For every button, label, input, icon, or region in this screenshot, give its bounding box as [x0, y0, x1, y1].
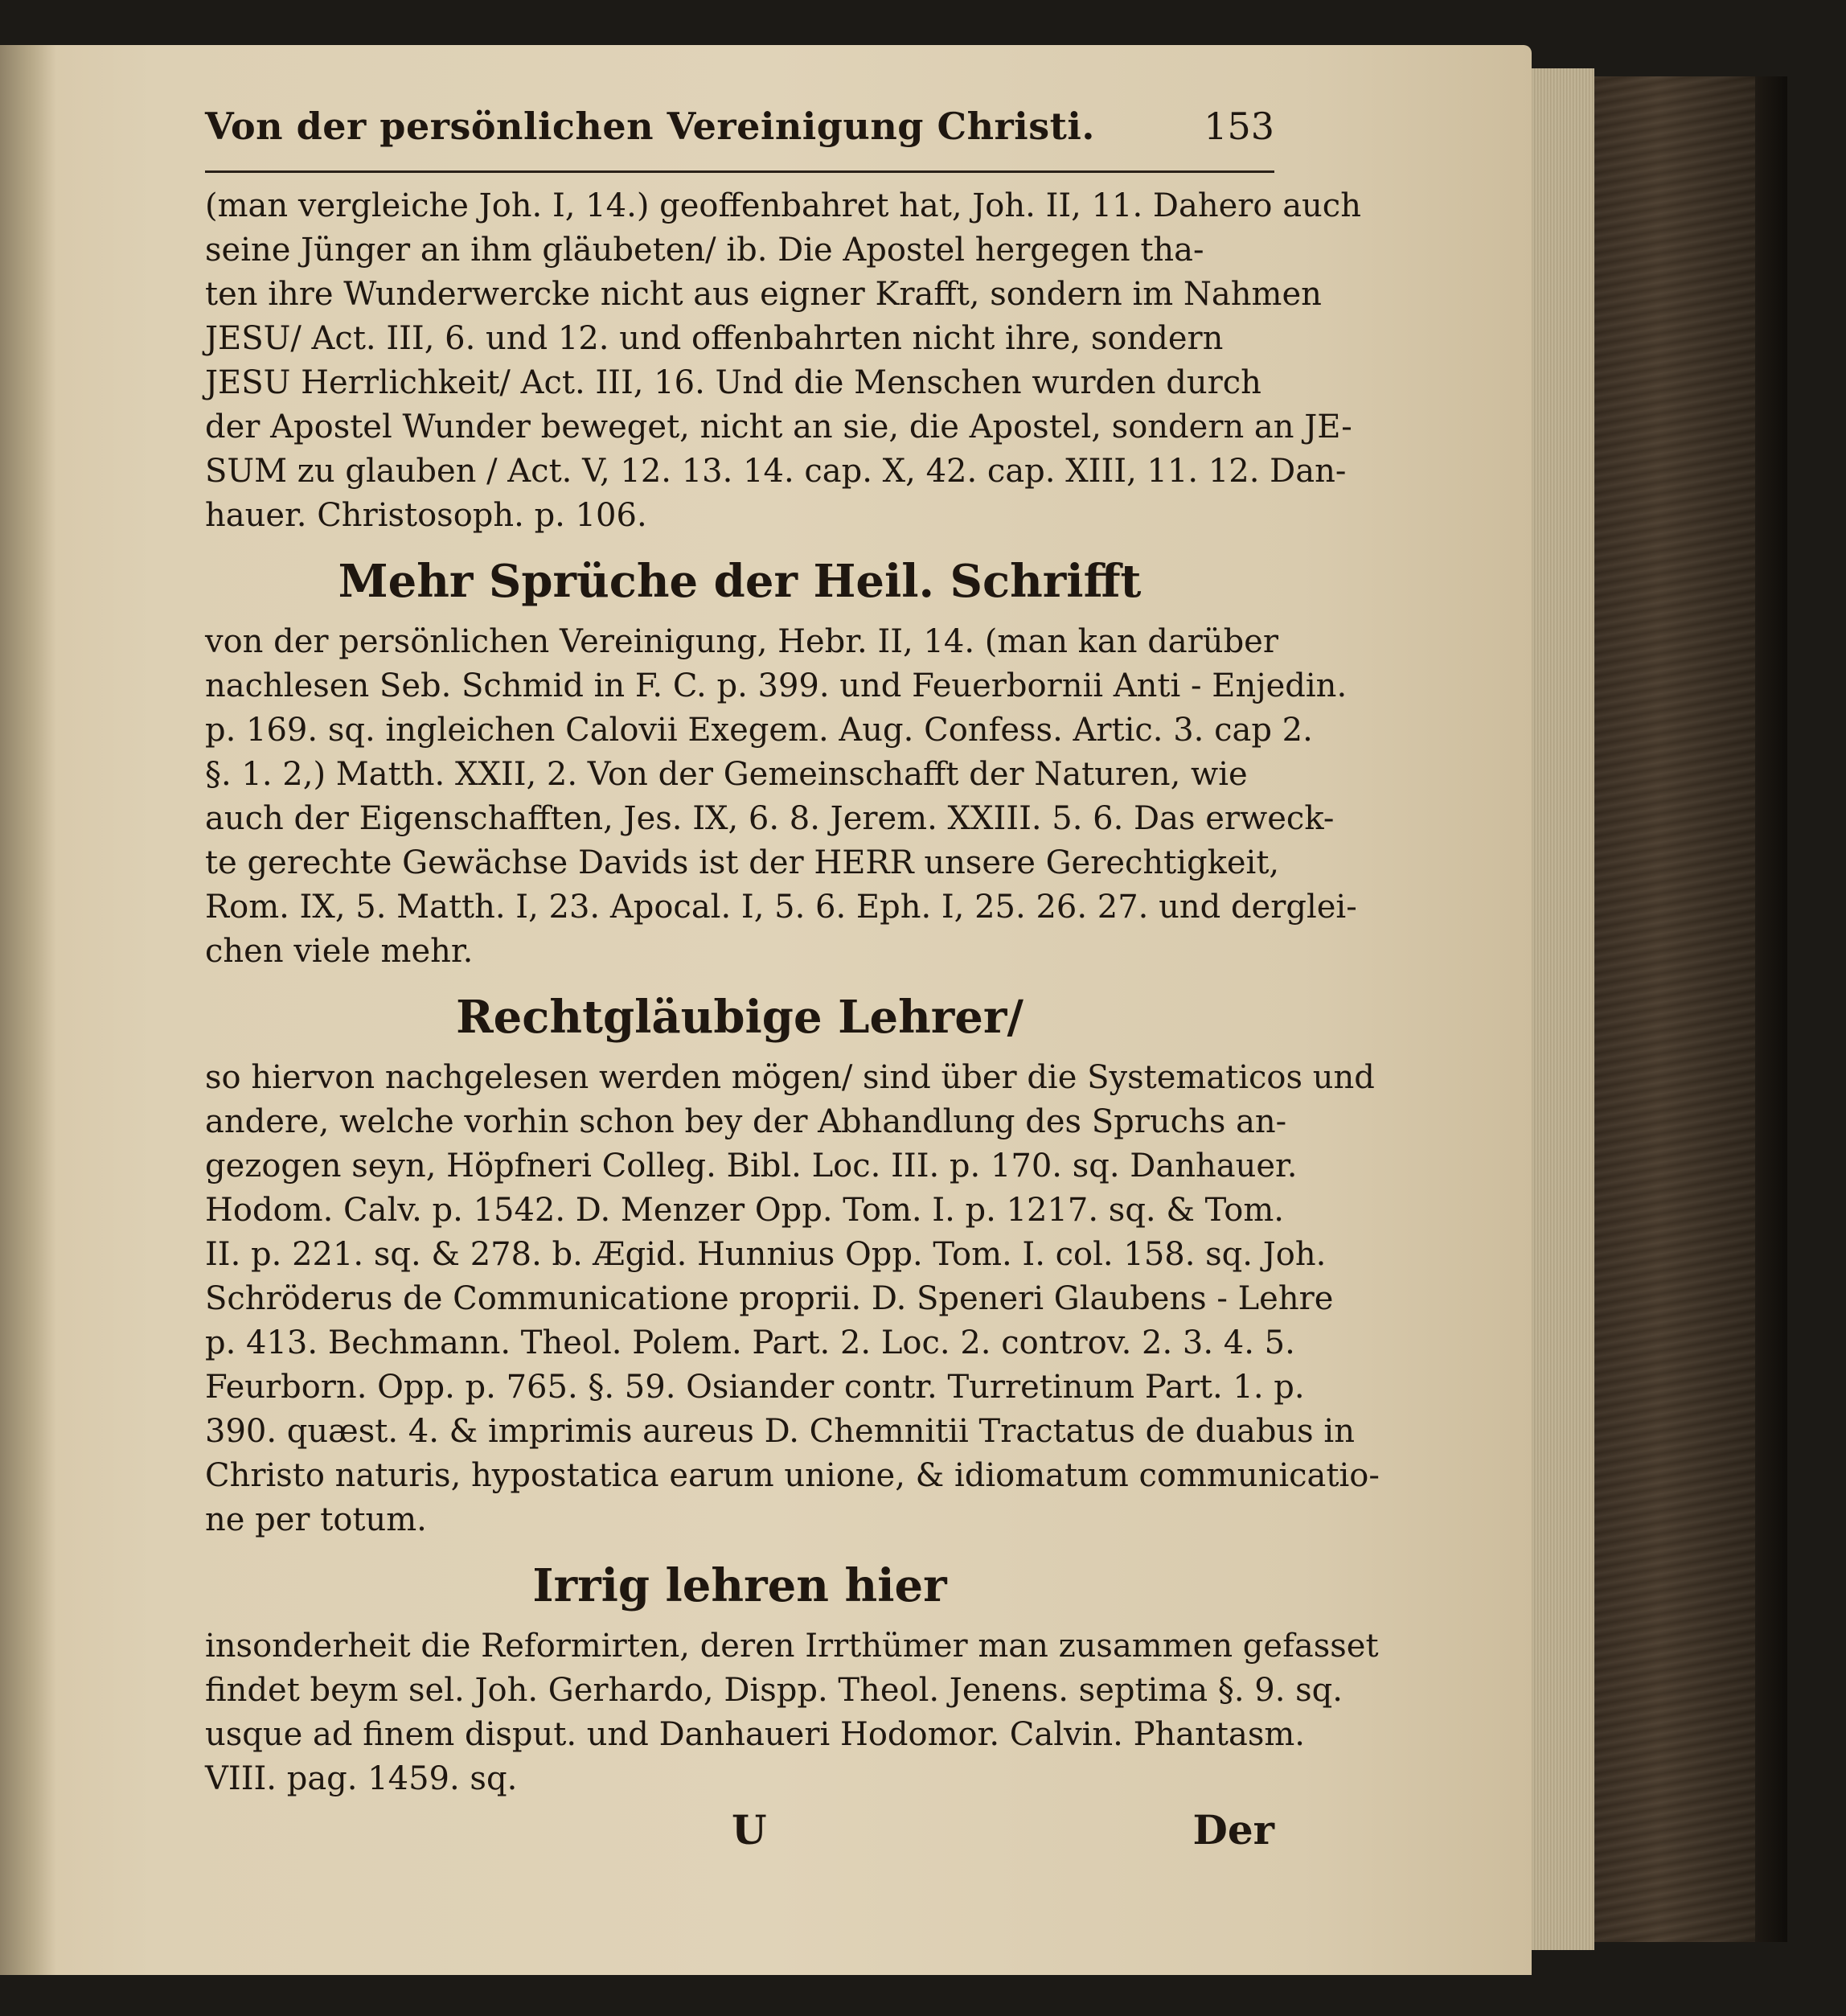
text-line: SUM zu glauben / Act. V, 12. 13. 14. cap. X, 42. cap. XIII, 11. 12. Dan- [205, 453, 1347, 490]
page-number: 153 [1204, 105, 1274, 148]
text-line: II. p. 221. sq. & 278. b. Ægid. Hunnius Opp. Tom. I. col. 158. sq. Joh. [205, 1236, 1327, 1273]
text-line: der Apostel Wunder beweget, nicht an sie, die Apostel, sondern an JE- [205, 409, 1352, 445]
text-line: usque ad finem disput. und Danhaueri Hodomor. Calvin. Phantasm. [205, 1716, 1305, 1753]
text-line: §. 1. 2,) Matth. XXII, 2. Von der Gemeinschafft der Naturen, wie [205, 756, 1248, 793]
text-line: Schröderus de Communicatione proprii. D. Speneri Glaubens - Lehre [205, 1280, 1334, 1317]
text-line: p. 169. sq. ingleichen Calovii Exegem. Aug. Confess. Artic. 3. cap 2. [205, 712, 1313, 749]
section-heading: Mehr Sprüche der Heil. Schrifft [338, 555, 1142, 608]
paragraph-errors [205, 1624, 1379, 1801]
text-line: findet beym sel. Joh. Gerhardo, Dispp. Theol. Jenens. septima §. 9. sq. [205, 1672, 1343, 1709]
signature-mark: U [732, 1806, 767, 1854]
section-heading: Irrig lehren hier [532, 1559, 947, 1612]
text-line: so hiervon nachgelesen werden mögen/ sind über die Systematicos und [205, 1059, 1375, 1096]
text-line: hauer. Christosoph. p. 106. [205, 497, 647, 534]
page-header [205, 105, 1274, 169]
page-text [205, 105, 1380, 1862]
text-line: VIII. pag. 1459. sq. [205, 1760, 518, 1797]
text-line: JESU Herrlichkeit/ Act. III, 16. Und die Menschen wurden durch [205, 364, 1261, 401]
text-line: auch der Eigenschafften, Jes. IX, 6. 8. Jerem. XXIII. 5. 6. Das erweck- [205, 800, 1335, 837]
header-rule [205, 170, 1274, 173]
text-line: von der persönlichen Vereinigung, Hebr. II, 14. (man kan darüber [205, 623, 1278, 660]
page-footer [205, 1806, 1274, 1862]
paragraph-intro [205, 184, 1361, 538]
text-line: Feurborn. Opp. p. 765. §. 59. Osiander contr. Turretinum Part. 1. p. [205, 1369, 1305, 1406]
text-line: 390. quæst. 4. & imprimis aureus D. Chemnitii Tractatus de duabus in [205, 1413, 1355, 1450]
text-line: nachlesen Seb. Schmid in F. C. p. 399. und Feuerbornii Anti - Enjedin. [205, 667, 1348, 704]
text-line: andere, welche vorhin schon bey der Abhandlung des Spruchs an- [205, 1103, 1287, 1140]
cover-shadow [1755, 76, 1787, 1942]
text-line: Christo naturis, hypostatica earum unione, & idiomatum communicatio- [205, 1457, 1380, 1494]
paragraph-scripture [205, 620, 1357, 974]
text-line: p. 413. Bechmann. Theol. Polem. Part. 2. Loc. 2. controv. 2. 3. 4. 5. [205, 1324, 1295, 1361]
running-head: Von der persönlichen Vereinigung Christi. [205, 105, 1095, 148]
text-line: Rom. IX, 5. Matth. I, 23. Apocal. I, 5. 6. Eph. I, 25. 26. 27. und derglei- [205, 889, 1357, 926]
page-gutter [0, 45, 56, 1975]
text-line: gezogen seyn, Höpfneri Colleg. Bibl. Loc. III. p. 170. sq. Danhauer. [205, 1148, 1298, 1185]
text-line: ten ihre Wunderwercke nicht aus eigner Krafft, sondern im Nahmen [205, 276, 1322, 313]
text-line: ne per totum. [205, 1501, 427, 1538]
text-line: seine Jünger an ihm gläubeten/ ib. Die Apostel hergegen tha- [205, 232, 1204, 269]
section-heading: Rechtgläubige Lehrer/ [456, 991, 1024, 1044]
text-line: te gerechte Gewächse Davids ist der HERR unsere Gerechtigkeit, [205, 844, 1280, 881]
text-line: Hodom. Calv. p. 1542. D. Menzer Opp. Tom. I. p. 1217. sq. & Tom. [205, 1192, 1284, 1229]
text-line: JESU/ Act. III, 6. und 12. und offenbahrten nicht ihre, sondern [205, 320, 1224, 357]
text-line: chen viele mehr. [205, 933, 474, 970]
page-block-edge [1532, 68, 1594, 1950]
text-line: (man vergleiche Joh. I, 14.) geoffenbahret hat, Joh. II, 11. Dahero auch [205, 187, 1361, 224]
paragraph-teachers [205, 1056, 1380, 1542]
text-line: insonderheit die Reformirten, deren Irrthümer man zusammen gefasset [205, 1628, 1379, 1665]
body-text [205, 184, 1380, 1801]
book-cover [1594, 76, 1755, 1942]
catchword: Der [1192, 1806, 1274, 1854]
